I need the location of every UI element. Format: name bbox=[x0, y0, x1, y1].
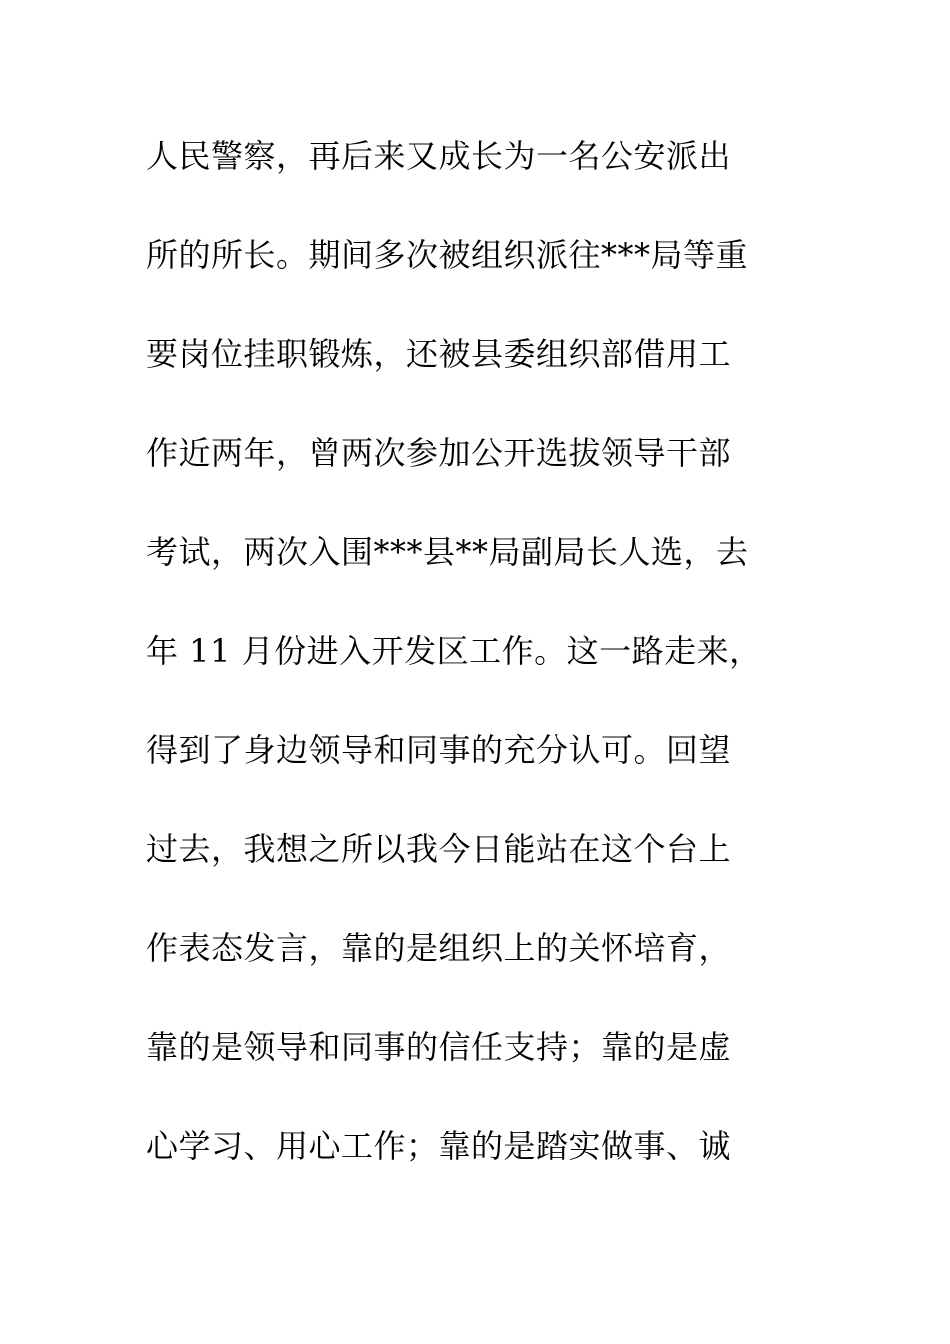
text-line: 靠的是领导和同事的信任支持；靠的是虚 bbox=[146, 1028, 732, 1066]
text-line: 要岗位挂职锻炼，还被县委组织部借用工 bbox=[146, 335, 732, 373]
text-line: 人民警察，再后来又成长为一名公安派出 bbox=[146, 137, 732, 175]
text-line: 考试，两次入围***县**局副局长人选，去 bbox=[146, 533, 749, 571]
text-line: 年 11 月份进入开发区工作。这一路走来， bbox=[146, 632, 762, 670]
text-line: 作表态发言，靠的是组织上的关怀培育， bbox=[146, 929, 732, 967]
body-text bbox=[146, 126, 806, 1215]
text-line: 心学习、用心工作；靠的是踏实做事、诚 bbox=[146, 1127, 732, 1165]
text-line: 得到了身边领导和同事的充分认可。回望 bbox=[146, 731, 732, 769]
text-line: 所的所长。期间多次被组织派往***局等重 bbox=[146, 236, 749, 274]
text-line: 过去，我想之所以我今日能站在这个台上 bbox=[146, 830, 732, 868]
text-line: 作近两年，曾两次参加公开选拔领导干部 bbox=[146, 434, 732, 472]
